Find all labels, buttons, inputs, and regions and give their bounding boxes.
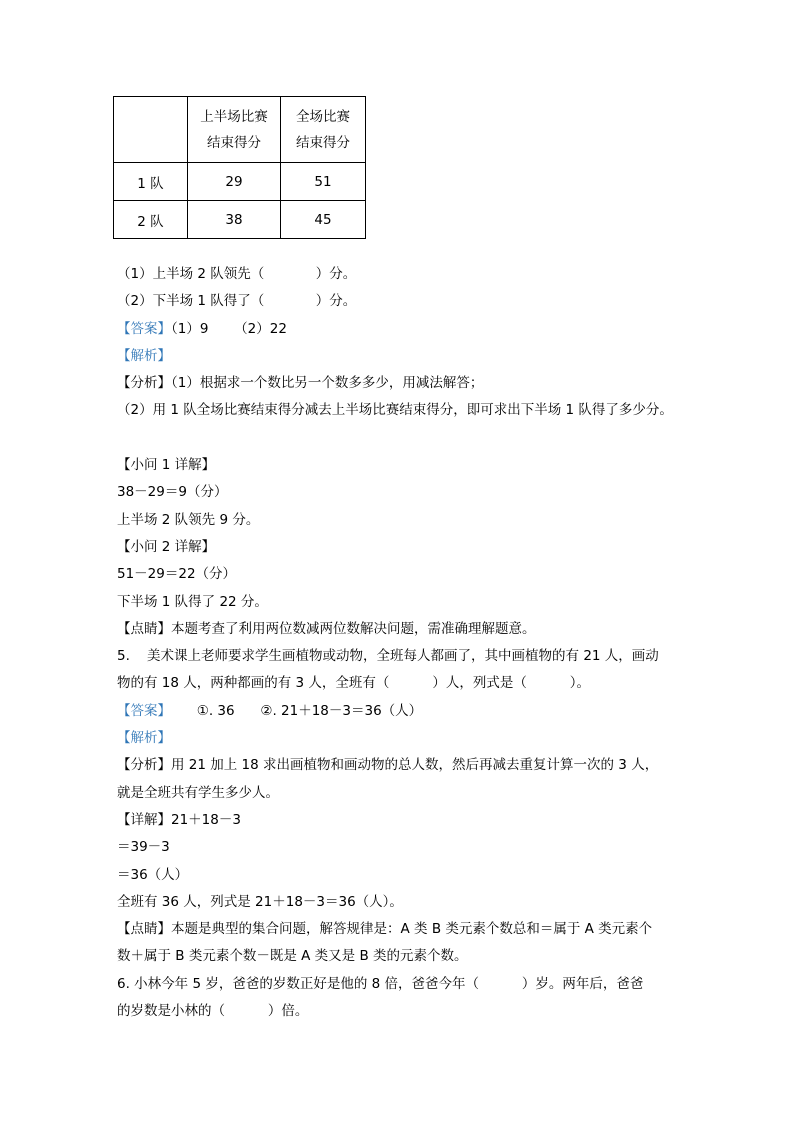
text-line xyxy=(117,916,697,943)
line-text: 【详解】21＋18－3 xyxy=(117,811,241,828)
score-cell: 45 xyxy=(281,201,366,239)
score-table xyxy=(113,96,366,239)
line-text: 6. 小林今年 5 岁，爸爸的岁数正好是他的 8 倍，爸爸今年（ ）岁。两年后，爸爸 xyxy=(117,975,644,992)
text-line xyxy=(117,943,697,970)
line-text: （2）用 1 队全场比赛结束得分减去上半场比赛结束得分，即可求出下半场 1 队得了多少分。 xyxy=(117,402,673,419)
text-line xyxy=(117,261,697,288)
section-tag: 【答案】 xyxy=(117,320,171,337)
line-text: 就是全班共有学生多少人。 xyxy=(117,784,279,801)
text-line xyxy=(117,643,697,670)
text-line xyxy=(117,752,697,779)
header-line: 全场比赛 xyxy=(296,108,350,125)
document-body xyxy=(117,261,697,1025)
team-cell: 1 队 xyxy=(114,163,188,201)
table-corner-cell xyxy=(114,97,188,163)
text-line xyxy=(117,397,697,424)
text-line xyxy=(117,971,697,998)
section-tag: 【解析】 xyxy=(117,347,171,364)
text-line xyxy=(117,780,697,807)
text-line xyxy=(117,425,697,452)
line-text: 【分析】用 21 加上 18 求出画植物和画动物的总人数，然后再减去重复计算一次的 3 人， xyxy=(117,757,659,774)
header-line: 结束得分 xyxy=(207,134,261,151)
text-line xyxy=(117,807,697,834)
score-cell: 51 xyxy=(281,163,366,201)
text-line xyxy=(117,288,697,315)
text-line xyxy=(117,834,697,861)
text-line xyxy=(117,561,697,588)
line-text: （1）上半场 2 队领先（ ）分。 xyxy=(117,266,357,282)
team-cell: 2 队 xyxy=(114,201,188,239)
line-text: 【点睛】本题考查了利用两位数减两位数解决问题，需准确理解题意。 xyxy=(117,620,536,637)
text-line xyxy=(117,479,697,506)
text-line xyxy=(117,616,697,643)
line-text: 【分析】（1）根据求一个数比另一个数多多少，用减法解答； xyxy=(117,375,484,392)
text-line xyxy=(117,534,697,561)
table-header-first-half xyxy=(188,97,281,163)
line-text: （2）下半场 1 队得了（ ）分。 xyxy=(117,293,357,310)
text-line xyxy=(117,589,697,616)
line-text: 的岁数是小林的（ ）倍。 xyxy=(117,1003,309,1020)
line-text: ＝39－3 xyxy=(117,839,170,856)
line-text: ①. 36 ②. 21＋18－3＝36（人） xyxy=(171,702,423,719)
text-line xyxy=(117,507,697,534)
table-header-row xyxy=(114,97,366,163)
text-line xyxy=(117,862,697,889)
score-cell: 38 xyxy=(188,201,281,239)
text-line xyxy=(117,370,697,397)
table-row xyxy=(114,163,366,201)
section-tag: 【答案】 xyxy=(117,702,171,719)
line-text: 数＋属于 B 类元素个数－既是 A 类又是 B 类的元素个数。 xyxy=(117,948,468,965)
header-line: 上半场比赛 xyxy=(200,108,268,125)
line-text: 物的有 18 人，两种都画的有 3 人，全班有（ ）人，列式是（ ）。 xyxy=(117,675,591,692)
line-text: 5. 美术课上老师要求学生画植物或动物，全班每人都画了，其中画植物的有 21 人，画动 xyxy=(117,648,659,665)
text-line xyxy=(117,670,697,697)
section-tag: 【解析】 xyxy=(117,730,171,747)
table-header-full-game xyxy=(281,97,366,163)
line-text: 下半场 1 队得了 22 分。 xyxy=(117,593,268,610)
line-text: 全班有 36 人，列式是 21＋18－3＝36（人）。 xyxy=(117,893,403,910)
text-line xyxy=(117,698,697,725)
line-text: ＝36（人） xyxy=(117,866,189,883)
text-line xyxy=(117,889,697,916)
text-line xyxy=(117,452,697,479)
line-text: （1）9 （2）22 xyxy=(171,320,287,337)
text-line xyxy=(117,343,697,370)
text-line xyxy=(117,725,697,752)
text-line xyxy=(117,316,697,343)
line-text: 51－29＝22（分） xyxy=(117,566,237,583)
line-text: 【小问 1 详解】 xyxy=(117,457,216,474)
line-text: 上半场 2 队领先 9 分。 xyxy=(117,511,260,528)
line-text: 【小问 2 详解】 xyxy=(117,538,216,555)
score-cell: 29 xyxy=(188,163,281,201)
table-row xyxy=(114,201,366,239)
line-text: 38－29＝9（分） xyxy=(117,484,228,501)
text-line xyxy=(117,998,697,1025)
header-line: 结束得分 xyxy=(296,134,350,151)
line-text: 【点睛】本题是典型的集合问题，解答规律是：A 类 B 类元素个数总和＝属于 A 类元素个 xyxy=(117,921,653,938)
